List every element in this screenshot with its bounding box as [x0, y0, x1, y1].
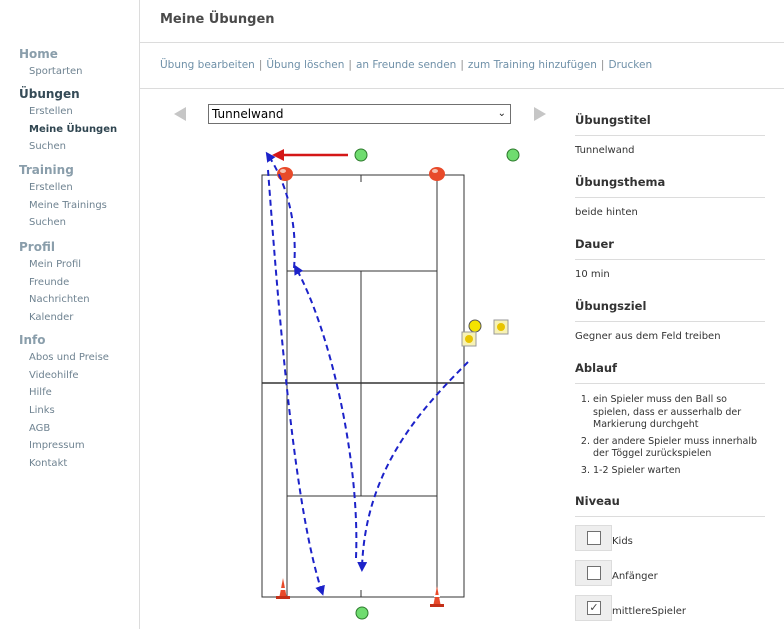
player-bottom-icon — [356, 607, 368, 619]
edit-exercise-link[interactable]: Übung bearbeiten — [160, 59, 255, 71]
level-option-anfaenger[interactable] — [575, 558, 765, 593]
goal-value: Gegner aus dem Feld treiben — [575, 331, 721, 342]
ball-path-4 — [268, 170, 322, 592]
theme-value: beide hinten — [575, 207, 638, 218]
add-to-training-link[interactable]: zum Training hinzufügen — [467, 59, 597, 71]
level-label: Kids — [612, 536, 633, 547]
separator: | — [460, 59, 464, 71]
level-checkbox-wrapper — [575, 525, 612, 551]
flow-step: 3. 1-2 Spieler warten — [593, 465, 765, 478]
nav-head-training[interactable]: Training — [19, 163, 74, 177]
player-top-center-icon — [355, 149, 367, 161]
nav-head-profil[interactable]: Profil — [19, 240, 55, 254]
title-value: Tunnelwand — [575, 145, 635, 156]
page-title: Meine Übungen — [160, 12, 275, 27]
nav-item-nachrichten[interactable]: Nachrichten — [29, 294, 90, 306]
ball-path-1 — [362, 362, 468, 568]
level-heading: Niveau — [575, 485, 765, 517]
ball-can-icon — [462, 332, 476, 346]
action-links — [160, 59, 652, 71]
nav-group-training — [19, 161, 107, 232]
ball-path-2 — [296, 268, 356, 558]
exercise-select[interactable] — [208, 104, 511, 124]
page-header — [140, 0, 784, 43]
nav-group-info — [19, 331, 109, 473]
nav-item-meine-trainings[interactable]: Meine Trainings — [29, 199, 107, 211]
nav-group-profil — [19, 238, 90, 327]
flow-steps — [575, 384, 765, 485]
nav-item-training-suchen[interactable]: Suchen — [29, 217, 67, 229]
anfaenger-checkbox[interactable] — [587, 566, 601, 580]
action-toolbar — [140, 43, 784, 89]
court-diagram — [140, 130, 560, 629]
nav-item-kalender[interactable]: Kalender — [29, 312, 74, 324]
nav-head-home[interactable]: Home — [19, 47, 58, 61]
level-checkbox-wrapper — [575, 595, 612, 621]
nav-item-mein-profil[interactable]: Mein Profil — [29, 259, 82, 270]
send-to-friends-link[interactable]: an Freunde senden — [355, 59, 457, 71]
nav-group-home — [19, 45, 83, 81]
delete-exercise-link[interactable]: Übung löschen — [266, 59, 345, 71]
exercise-info-panel — [575, 104, 765, 628]
nav-head-info[interactable]: Info — [19, 333, 46, 347]
flow-step: 2. der andere Spieler muss innerhalb der Töggel zurückspielen — [593, 436, 765, 461]
level-option-kids[interactable] — [575, 523, 765, 558]
court-svg — [140, 130, 560, 629]
chevron-down-icon: ⌄ — [497, 108, 506, 119]
separator: | — [348, 59, 352, 71]
ball-can-icon — [494, 320, 508, 334]
theme-heading: Übungsthema — [575, 166, 765, 198]
next-exercise-arrow-icon[interactable] — [534, 107, 546, 121]
mittlere-spieler-checkbox[interactable] — [587, 601, 601, 615]
separator: | — [600, 59, 605, 71]
print-link[interactable]: Drucken — [608, 59, 653, 71]
level-label: Anfänger — [612, 571, 658, 582]
nav-item-suchen[interactable]: Suchen — [29, 141, 67, 153]
duration-heading: Dauer — [575, 228, 765, 260]
ball-icon — [469, 320, 481, 332]
goal-heading: Übungsziel — [575, 290, 765, 322]
cone-icon — [429, 167, 445, 181]
kids-checkbox[interactable] — [587, 531, 601, 545]
flow-step: 1. ein Spieler muss den Ball so spielen, dass er ausserhalb der Markierung durchgeht — [593, 394, 765, 432]
ball-paths — [268, 155, 468, 592]
duration-value: 10 min — [575, 269, 610, 280]
nav-item-training-erstellen[interactable]: Erstellen — [29, 182, 73, 193]
nav-item-sportarten[interactable]: Sportarten — [29, 66, 83, 77]
nav-item-impressum[interactable]: Impressum — [29, 440, 85, 452]
exercise-select-value: Tunnelwand — [212, 107, 284, 121]
cone-icon — [276, 578, 290, 599]
nav-head-uebungen[interactable]: Übungen — [19, 87, 80, 101]
court-outline — [262, 175, 464, 597]
court-lines — [262, 175, 464, 597]
nav-item-agb[interactable]: AGB — [29, 422, 51, 434]
nav-item-videohilfe[interactable]: Videohilfe — [29, 369, 79, 381]
nav-item-hilfe[interactable]: Hilfe — [29, 387, 52, 399]
nav-item-links[interactable]: Links — [29, 405, 55, 417]
level-label: mittlereSpieler — [612, 606, 687, 617]
player-top-right-icon — [507, 149, 519, 161]
nav-item-freunde[interactable]: Freunde — [29, 276, 70, 288]
separator: | — [258, 59, 263, 71]
level-checkbox-wrapper — [575, 560, 612, 586]
prev-exercise-arrow-icon[interactable] — [174, 107, 186, 121]
nav-item-erstellen[interactable]: Erstellen — [29, 106, 73, 117]
sidebar — [0, 0, 140, 629]
title-heading: Übungstitel — [575, 104, 765, 136]
level-option-mittlere-spieler[interactable] — [575, 593, 765, 628]
flow-heading: Ablauf — [575, 352, 765, 384]
nav-item-kontakt[interactable]: Kontakt — [29, 458, 68, 470]
nav-item-abos[interactable]: Abos und Preise — [29, 352, 109, 363]
checkmark-icon: ✓ — [589, 601, 599, 614]
nav-group-uebungen — [19, 85, 117, 156]
nav-item-meine-uebungen[interactable]: Meine Übungen — [29, 123, 118, 135]
